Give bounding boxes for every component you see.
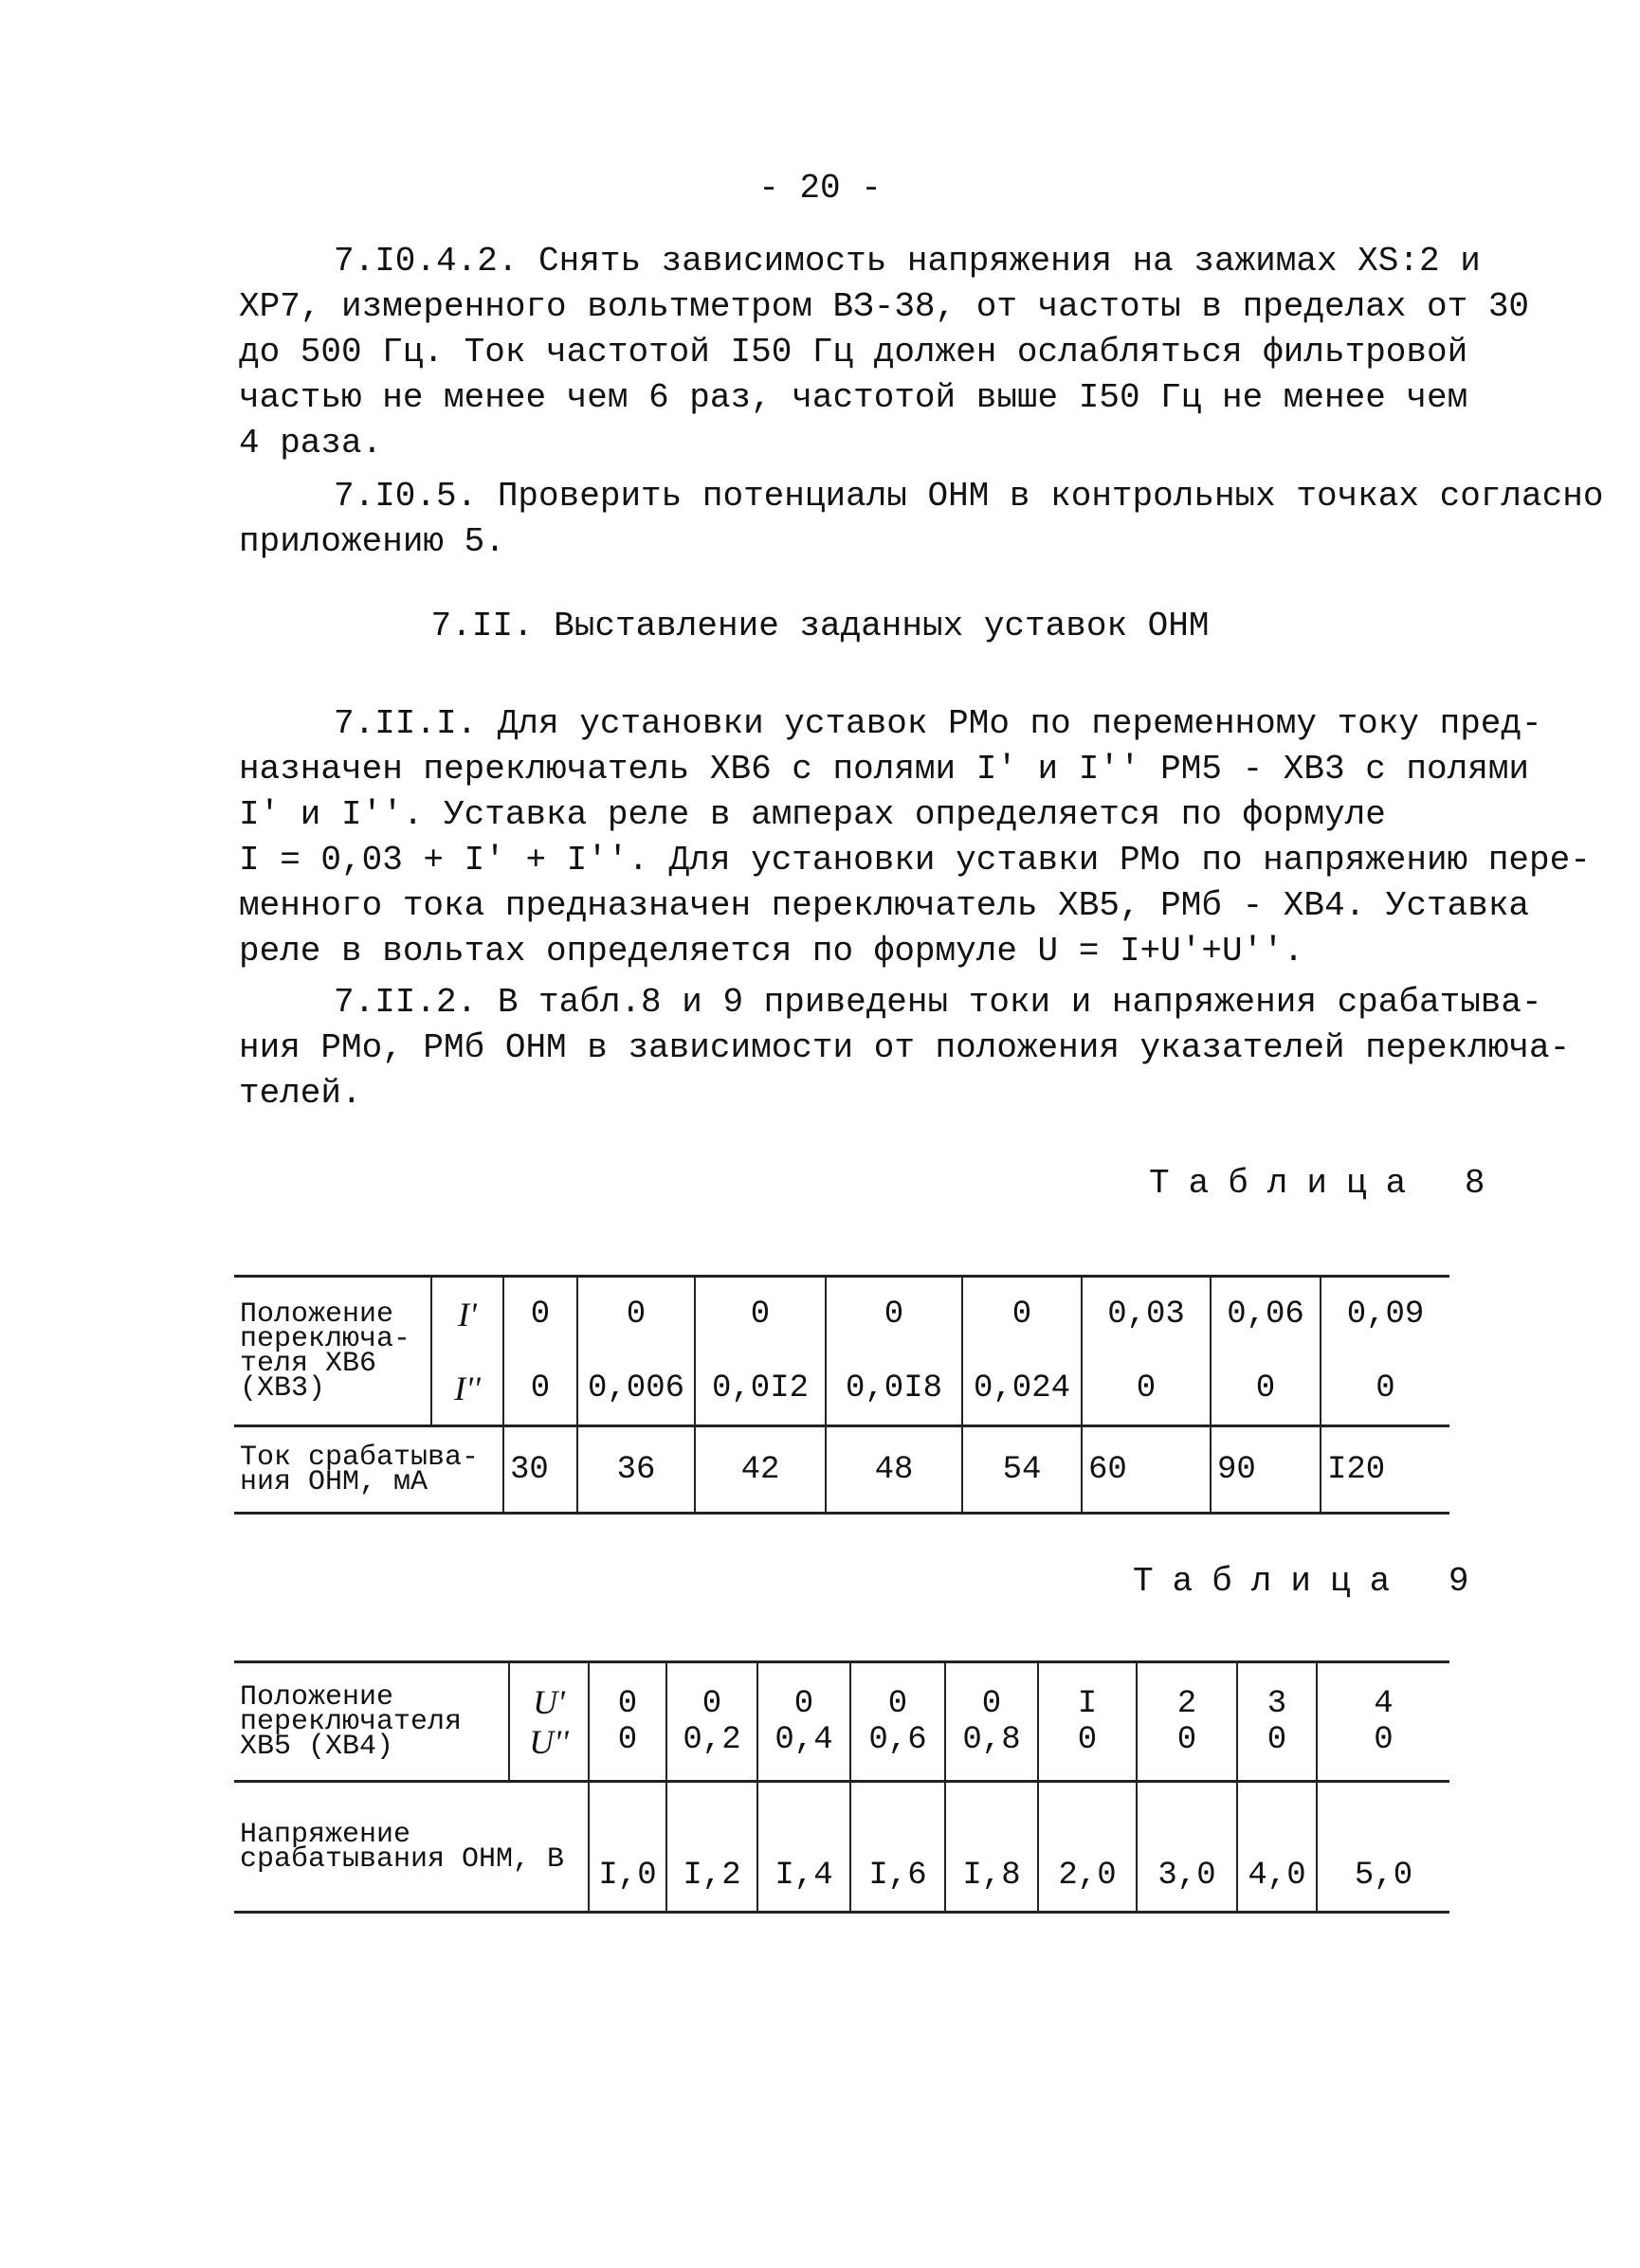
voltage-label: Напряжение срабатывания ОНМ, В — [234, 1782, 589, 1913]
table-cell: I20 — [1321, 1426, 1449, 1514]
table-cell: 0,09 — [1321, 1277, 1449, 1352]
text-line: 7.I0.5. Проверить потенциалы ОНМ в контрольных точках согласно — [334, 477, 1604, 516]
cell-value: I — [1077, 1685, 1098, 1722]
table-cell: I,2 — [666, 1782, 757, 1913]
table-cell: I,6 — [850, 1782, 945, 1913]
text-line: приложению 5. — [239, 522, 505, 561]
current-label: Ток срабатыва- ния ОНМ, мА — [234, 1426, 503, 1514]
text-line: до 500 Гц. Ток частотой I50 Гц должен ослабляться фильтровой — [239, 333, 1468, 372]
table-cell — [589, 1662, 666, 1782]
table-cell: 0,0I8 — [826, 1352, 962, 1426]
cell-value: 0 — [702, 1685, 722, 1722]
cell-value: 0 — [1176, 1721, 1197, 1758]
table-cell: I,0 — [589, 1782, 666, 1913]
text-line: менного тока предназначен переключатель ХВ5, РМб - ХВ4. Уставка — [239, 886, 1530, 925]
cell-value: 0 — [981, 1685, 1002, 1722]
cell-value: 0 — [617, 1685, 638, 1722]
cell-value: 0 — [1266, 1721, 1287, 1758]
cell-value: 0 — [1374, 1721, 1394, 1758]
table-cell: 0 — [503, 1352, 577, 1426]
text-line: 4 раза. — [239, 424, 383, 463]
table-cell: 2,0 — [1038, 1782, 1137, 1913]
table-cell: 0,03 — [1082, 1277, 1211, 1352]
text-line: реле в вольтах определяется по формуле U = I+U'+U''. — [239, 932, 1304, 971]
table-cell: 36 — [577, 1426, 695, 1514]
cell-value: 0 — [1077, 1721, 1098, 1758]
text-line: телей. — [239, 1074, 362, 1113]
table-cell — [666, 1662, 757, 1782]
cell-value: 0,2 — [683, 1721, 741, 1758]
table-cell — [1237, 1662, 1317, 1782]
table-cell: I,4 — [757, 1782, 850, 1913]
table-cell — [757, 1662, 850, 1782]
table-cell: 0 — [503, 1277, 577, 1352]
table-cell: 54 — [962, 1426, 1082, 1514]
cell-value: 3 — [1266, 1685, 1287, 1722]
table8-caption: Таблица 8 — [1149, 1164, 1504, 1203]
table-cell: 3,0 — [1137, 1782, 1237, 1913]
page-number: - 20 - — [758, 169, 882, 208]
table-row — [234, 1277, 1449, 1352]
position-label: Положение переключателя ХВ5 (ХВ4) — [234, 1662, 509, 1782]
table-cell: 30 — [503, 1426, 577, 1514]
text-line: I' и I''. Уставка реле в амперах определяется по формуле — [239, 795, 1386, 834]
text-line: 7.I0.4.2. Снять зависимость напряжения на зажимах XS:2 и — [334, 242, 1481, 281]
table-cell — [1038, 1662, 1137, 1782]
table-cell — [1317, 1662, 1449, 1782]
table-cell — [850, 1662, 945, 1782]
cell-value: 0,8 — [962, 1721, 1021, 1758]
text-line: 7.II.2. В табл.8 и 9 приведены токи и напряжения срабатыва- — [334, 983, 1542, 1022]
text-line: 7.II.I. Для установки уставок РМо по переменному току пред- — [334, 704, 1542, 743]
sym-u — [509, 1662, 589, 1782]
table-cell: 48 — [826, 1426, 962, 1514]
text-line: назначен переключатель ХВ6 с полями I' и I'' РМ5 - ХВ3 с полями — [239, 750, 1530, 789]
table-cell — [945, 1662, 1038, 1782]
table-cell: 0 — [1211, 1352, 1321, 1426]
cell-value: 0,4 — [774, 1721, 833, 1758]
sym-i1: I' — [431, 1277, 503, 1352]
cell-value: 0 — [793, 1685, 814, 1722]
table-cell: 0,0I2 — [695, 1352, 826, 1426]
text-line: XP7, измеренного вольтметром ВЗ-38, от частоты в пределах от 30 — [239, 287, 1530, 326]
position-label: Положение переключа- теля ХВ6 (ХВ3) — [234, 1277, 431, 1426]
sym-u1: U' — [533, 1682, 565, 1721]
table-cell: 4,0 — [1237, 1782, 1317, 1913]
table-cell: I,8 — [945, 1782, 1038, 1913]
table-cell: 0 — [962, 1277, 1082, 1352]
table-cell: 0 — [1321, 1352, 1449, 1426]
table-8 — [234, 1275, 1449, 1515]
text-line: I = 0,03 + I' + I''. Для установки уставки РМо по напряжению пере- — [239, 841, 1591, 880]
cell-value: 0 — [617, 1721, 638, 1758]
table-cell — [1137, 1662, 1237, 1782]
text-line: ния РМо, РМб ОНМ в зависимости от положения указателей переключа- — [239, 1028, 1571, 1067]
table-cell: 90 — [1211, 1426, 1321, 1514]
cell-value: 2 — [1176, 1685, 1197, 1722]
table-row — [234, 1426, 1449, 1514]
table-row — [234, 1782, 1449, 1913]
cell-value: 0,6 — [868, 1721, 927, 1758]
text-line: частью не менее чем 6 раз, частотой выше I50 Гц не менее чем — [239, 378, 1468, 417]
table-cell: 0,06 — [1211, 1277, 1321, 1352]
cell-value: 0 — [887, 1685, 908, 1722]
table-cell: 0,006 — [577, 1352, 695, 1426]
table-cell: 0,024 — [962, 1352, 1082, 1426]
table-row — [234, 1662, 1449, 1782]
table-cell: 0 — [695, 1277, 826, 1352]
table-9 — [234, 1660, 1449, 1914]
sym-i2: I'' — [431, 1352, 503, 1426]
table-cell: 5,0 — [1317, 1782, 1449, 1913]
table-cell: 0 — [1082, 1352, 1211, 1426]
table-cell: 42 — [695, 1426, 826, 1514]
section-title: 7.II. Выставление заданных уставок ОНМ — [430, 607, 1210, 645]
table-cell: 0 — [826, 1277, 962, 1352]
sym-u2: U'' — [529, 1722, 569, 1761]
table9-caption: Таблица 9 — [1133, 1562, 1488, 1601]
table-cell: 60 — [1082, 1426, 1211, 1514]
table-cell: 0 — [577, 1277, 695, 1352]
cell-value: 4 — [1374, 1685, 1394, 1722]
